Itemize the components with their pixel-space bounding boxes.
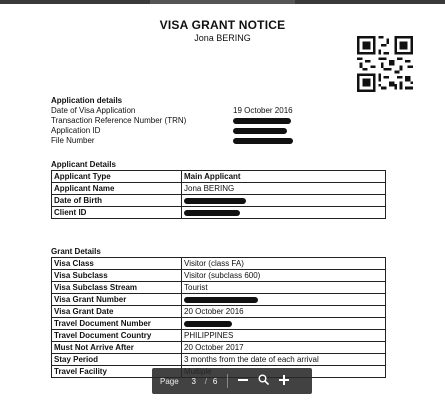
table-row [52, 270, 386, 282]
table-cell-label: Visa Grant Date [52, 306, 182, 318]
grant-details-heading: Grant Details [51, 247, 101, 256]
table-row [52, 183, 386, 195]
table-cell-label: Must Not Arrive After [52, 342, 182, 354]
application-details-list [51, 106, 353, 146]
list-item [51, 116, 353, 126]
table-cell-label: Travel Document Country [52, 330, 182, 342]
table-cell-label: Visa Grant Number [52, 294, 182, 306]
list-item [51, 126, 353, 136]
table-cell-value: Jona BERING [182, 183, 386, 195]
redaction-mark [233, 118, 291, 124]
redaction-mark [184, 321, 232, 327]
table-cell-label: Travel Facility [52, 366, 182, 378]
field-value-cell [233, 136, 353, 146]
holder-name: Jona BERING [194, 33, 251, 43]
table-row [52, 342, 386, 354]
table-row [52, 294, 386, 306]
table-cell-value: 3 months from the date of each arrival [182, 354, 386, 366]
top-bar-tab [150, 0, 295, 4]
field-label: Date of Visa Application [51, 106, 136, 115]
field-value-cell [233, 126, 353, 136]
table-cell-value: 20 October 2016 [182, 306, 386, 318]
field-label: Transaction Reference Number (TRN) [51, 116, 187, 125]
table-cell-label: Travel Document Number [52, 318, 182, 330]
list-item [51, 136, 353, 146]
table-row [52, 330, 386, 342]
field-value-cell [233, 116, 353, 126]
table-cell-value [182, 207, 386, 219]
table-cell-value [182, 294, 386, 306]
table-row [52, 258, 386, 270]
table-cell-label: Applicant Type [52, 171, 182, 183]
qr-code-icon [357, 36, 413, 92]
plus-icon[interactable] [279, 374, 289, 388]
table-cell-label: Date of Birth [52, 195, 182, 207]
redaction-mark [233, 128, 287, 134]
redaction-mark [184, 210, 240, 216]
table-row [52, 306, 386, 318]
field-label: File Number [51, 136, 95, 145]
table-cell-label: Visa Subclass [52, 270, 182, 282]
table-cell-value [182, 318, 386, 330]
document-title: VISA GRANT NOTICE [159, 18, 286, 32]
applicant-details-heading: Applicant Details [51, 160, 116, 169]
magnifier-icon[interactable] [258, 374, 269, 388]
table-cell-label: Stay Period [52, 354, 182, 366]
grant-details-table [51, 257, 386, 378]
table-row [52, 354, 386, 366]
page-label: Page [160, 376, 179, 386]
table-row [52, 318, 386, 330]
table-row [52, 207, 386, 219]
table-cell-label: Visa Class [52, 258, 182, 270]
table-row [52, 171, 386, 183]
table-cell-value: Visitor (subclass 600) [182, 270, 386, 282]
redaction-mark [233, 138, 293, 144]
table-cell-label: Applicant Name [52, 183, 182, 195]
browser-top-bar [0, 0, 445, 4]
table-cell-value: 20 October 2017 [182, 342, 386, 354]
application-details-heading: Application details [51, 96, 123, 105]
list-item [51, 106, 353, 116]
redaction-mark [184, 198, 246, 204]
page-number-input[interactable]: 3 [191, 376, 196, 386]
table-cell-label: Client ID [52, 207, 182, 219]
field-value: 19 October 2016 [233, 106, 293, 115]
table-row [52, 195, 386, 207]
applicant-details-table [51, 170, 386, 219]
page-separator: / [204, 376, 207, 386]
table-cell-value: Main Applicant [182, 171, 386, 183]
minus-icon[interactable] [238, 374, 248, 388]
redaction-mark [184, 297, 258, 303]
table-cell-value [182, 195, 386, 207]
table-cell-value: Tourist [182, 282, 386, 294]
total-pages: 6 [212, 376, 218, 386]
table-cell-value: Visitor (class FA) [182, 258, 386, 270]
toolbar-divider [227, 374, 228, 388]
table-cell-label: Visa Subclass Stream [52, 282, 182, 294]
table-row [52, 282, 386, 294]
pdf-viewer-toolbar [152, 368, 312, 394]
field-label: Application ID [51, 126, 101, 135]
table-cell-value: PHILIPPINES [182, 330, 386, 342]
